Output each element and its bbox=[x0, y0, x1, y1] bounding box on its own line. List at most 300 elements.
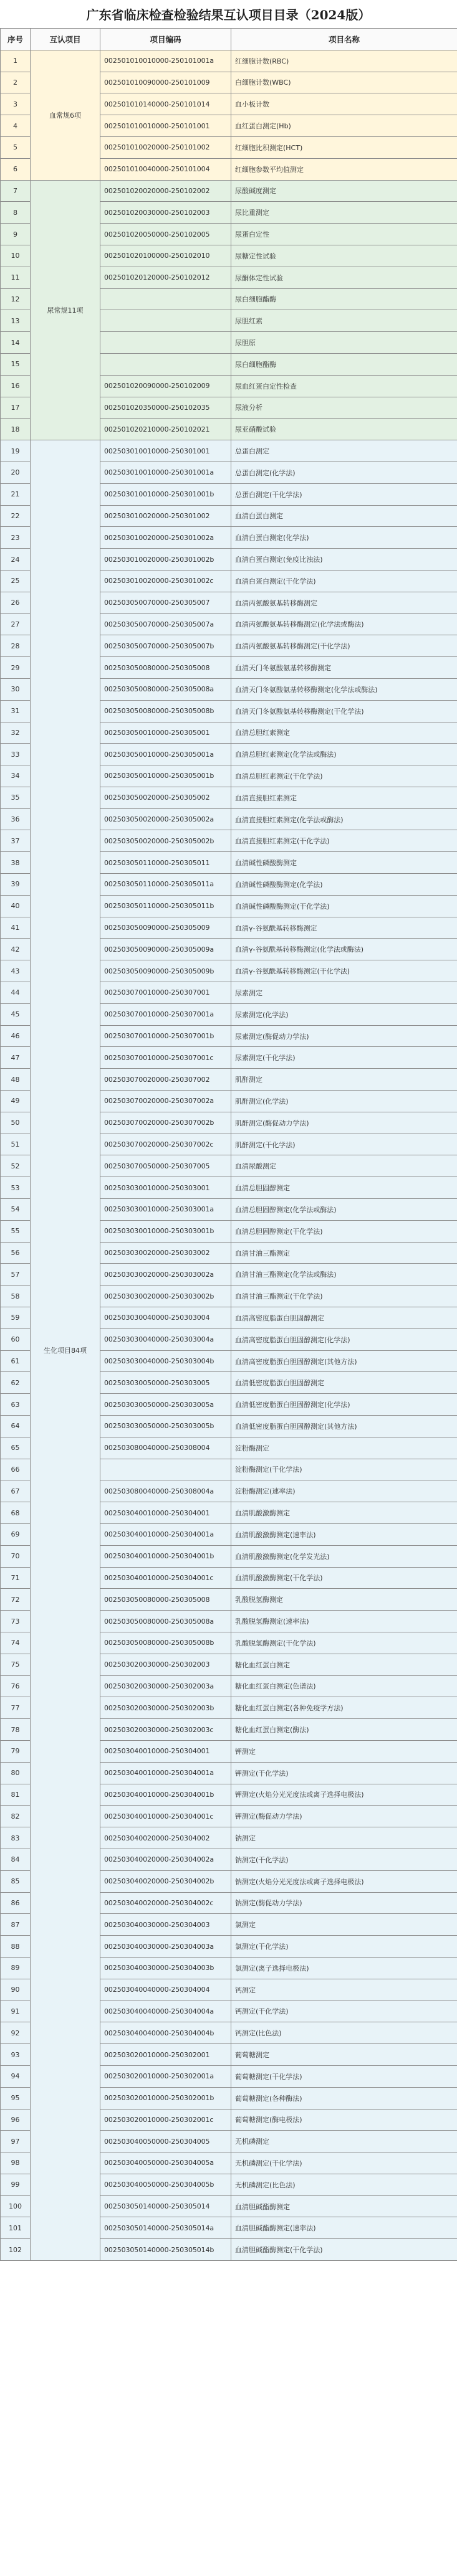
project-code: 002503010020000-250301002c bbox=[100, 570, 231, 592]
row-number: 30 bbox=[1, 678, 31, 700]
row-number: 38 bbox=[1, 852, 31, 874]
project-code: 002503040050000-250304005 bbox=[100, 2131, 231, 2152]
project-name: 糖化血红蛋白测定(色谱法) bbox=[231, 1675, 457, 1697]
row-number: 37 bbox=[1, 830, 31, 852]
project-code: 002503070010000-250307001b bbox=[100, 1025, 231, 1047]
row-number: 83 bbox=[1, 1827, 31, 1849]
project-code: 002503050020000-250305002a bbox=[100, 808, 231, 830]
project-code: 002503030010000-250303001b bbox=[100, 1220, 231, 1242]
project-name: 血清γ-谷氨酰基转移酶测定 bbox=[231, 917, 457, 939]
row-number: 87 bbox=[1, 1914, 31, 1936]
project-code: 002503050080000-250305008 bbox=[100, 657, 231, 679]
category-cell: 生化项目84项 bbox=[31, 440, 100, 2261]
row-number: 74 bbox=[1, 1632, 31, 1654]
row-number: 11 bbox=[1, 267, 31, 288]
project-code: 002503040040000-250304004 bbox=[100, 1979, 231, 2001]
project-name: 血清总胆红素测定(干化学法) bbox=[231, 765, 457, 787]
project-name: 尿胆原 bbox=[231, 332, 457, 354]
row-number: 50 bbox=[1, 1112, 31, 1134]
project-code: 002501020090000-250102009 bbox=[100, 375, 231, 397]
project-name: 血清白蛋白测定(免疫比浊法) bbox=[231, 549, 457, 571]
project-code: 002503030010000-250303001 bbox=[100, 1177, 231, 1199]
project-code: 002503050110000-250305011a bbox=[100, 874, 231, 896]
project-name: 钾测定(酶促动力学法) bbox=[231, 1806, 457, 1827]
project-name: 血清白蛋白测定(干化学法) bbox=[231, 570, 457, 592]
project-code: 002503010020000-250301002a bbox=[100, 527, 231, 549]
row-number: 9 bbox=[1, 224, 31, 245]
project-code: 002503020010000-250302001c bbox=[100, 2109, 231, 2131]
project-code: 002503070020000-250307002 bbox=[100, 1069, 231, 1091]
project-code: 002503070010000-250307001a bbox=[100, 1003, 231, 1025]
project-code: 002501020120000-250102012 bbox=[100, 267, 231, 288]
project-code: 002503050080000-250305008 bbox=[100, 1589, 231, 1611]
project-code: 002503070050000-250307005 bbox=[100, 1155, 231, 1177]
project-code: 002501010140000-250101014 bbox=[100, 93, 231, 115]
project-name: 血清胆碱酯酶测定(干化学法) bbox=[231, 2239, 457, 2261]
project-code: 002501020350000-250102035 bbox=[100, 397, 231, 419]
header-no: 序号 bbox=[1, 29, 31, 50]
project-name: 血清肌酸激酶测定(速率法) bbox=[231, 1523, 457, 1545]
project-name: 血清总胆红素测定 bbox=[231, 722, 457, 744]
row-number: 52 bbox=[1, 1155, 31, 1177]
row-number: 82 bbox=[1, 1806, 31, 1827]
project-name: 钠测定(干化学法) bbox=[231, 1849, 457, 1870]
project-name: 尿液分析 bbox=[231, 397, 457, 419]
project-code: 002503050080000-250305008b bbox=[100, 1632, 231, 1654]
row-number: 77 bbox=[1, 1697, 31, 1719]
project-name: 尿素测定 bbox=[231, 982, 457, 1004]
project-code: 002501020210000-250102021 bbox=[100, 419, 231, 440]
row-number: 69 bbox=[1, 1523, 31, 1545]
project-name: 尿比重测定 bbox=[231, 202, 457, 224]
project-name: 白细胞计数(WBC) bbox=[231, 72, 457, 93]
project-name: 钾测定(干化学法) bbox=[231, 1762, 457, 1784]
project-name: 肌酐测定(酶促动力学法) bbox=[231, 1112, 457, 1134]
project-name: 血清天门冬氨酸氨基转移酶测定(化学法或酶法) bbox=[231, 678, 457, 700]
project-name: 糖化血红蛋白测定(各种免疫学方法) bbox=[231, 1697, 457, 1719]
row-number: 85 bbox=[1, 1870, 31, 1892]
row-number: 98 bbox=[1, 2152, 31, 2174]
project-code: 002503050140000-250305014a bbox=[100, 2217, 231, 2239]
project-code: 002503040010000-250304001c bbox=[100, 1567, 231, 1589]
project-name: 总蛋白测定 bbox=[231, 440, 457, 462]
table-body bbox=[1, 50, 457, 2260]
project-code: 002503040020000-250304002c bbox=[100, 1892, 231, 1914]
project-name: 血清碱性磷酸酶测定(化学法) bbox=[231, 874, 457, 896]
project-name: 钙测定(比色法) bbox=[231, 2022, 457, 2044]
project-name: 血清尿酸测定 bbox=[231, 1155, 457, 1177]
project-code: 002503050110000-250305011b bbox=[100, 895, 231, 917]
row-number: 81 bbox=[1, 1784, 31, 1806]
project-name: 血清胆碱酯酶测定(速率法) bbox=[231, 2217, 457, 2239]
project-name: 血清总胆固醇测定 bbox=[231, 1177, 457, 1199]
row-number: 90 bbox=[1, 1979, 31, 2001]
project-name: 血清直接胆红素测定 bbox=[231, 787, 457, 808]
project-name: 尿蛋白定性 bbox=[231, 224, 457, 245]
row-number: 24 bbox=[1, 549, 31, 571]
project-code: 002503050010000-250305001b bbox=[100, 765, 231, 787]
project-code: 002503030040000-250303004a bbox=[100, 1328, 231, 1350]
project-name: 总蛋白测定(干化学法) bbox=[231, 483, 457, 505]
table-row bbox=[1, 50, 457, 72]
table-row bbox=[1, 180, 457, 202]
project-name: 尿素测定(化学法) bbox=[231, 1003, 457, 1025]
row-number: 6 bbox=[1, 158, 31, 180]
project-code bbox=[100, 353, 231, 375]
project-name: 血清高密度脂蛋白胆固醇测定(其他方法) bbox=[231, 1350, 457, 1372]
row-number: 42 bbox=[1, 939, 31, 960]
project-name: 血清丙氨酸氨基转移酶测定(干化学法) bbox=[231, 635, 457, 657]
project-name: 钠测定 bbox=[231, 1827, 457, 1849]
project-code: 002503050110000-250305011 bbox=[100, 852, 231, 874]
row-number: 16 bbox=[1, 375, 31, 397]
row-number: 67 bbox=[1, 1480, 31, 1502]
project-name: 总蛋白测定(化学法) bbox=[231, 462, 457, 483]
project-code: 002503030010000-250303001a bbox=[100, 1199, 231, 1221]
row-number: 26 bbox=[1, 592, 31, 613]
project-code: 002503030020000-250303002a bbox=[100, 1264, 231, 1286]
row-number: 86 bbox=[1, 1892, 31, 1914]
project-code: 002503070020000-250307002b bbox=[100, 1112, 231, 1134]
project-name: 尿胆红素 bbox=[231, 310, 457, 332]
project-name: 红细胞计数(RBC) bbox=[231, 50, 457, 72]
row-number: 25 bbox=[1, 570, 31, 592]
row-number: 22 bbox=[1, 505, 31, 527]
project-code: 002503010020000-250301002 bbox=[100, 505, 231, 527]
project-code: 002503030050000-250303005b bbox=[100, 1416, 231, 1437]
project-name: 钠测定(酶促动力学法) bbox=[231, 1892, 457, 1914]
project-code: 002503080040000-250308004 bbox=[100, 1437, 231, 1459]
project-name: 血清碱性磷酸酶测定 bbox=[231, 852, 457, 874]
header-name: 项目名称 bbox=[231, 29, 457, 50]
project-code: 002503040010000-250304001 bbox=[100, 1740, 231, 1762]
row-number: 88 bbox=[1, 1936, 31, 1958]
project-name: 肌酐测定 bbox=[231, 1069, 457, 1091]
project-code: 002503080040000-250308004a bbox=[100, 1480, 231, 1502]
project-name: 钙测定(干化学法) bbox=[231, 2001, 457, 2022]
project-code: 002501020050000-250102005 bbox=[100, 224, 231, 245]
row-number: 62 bbox=[1, 1372, 31, 1394]
project-name: 血清高密度脂蛋白胆固醇测定 bbox=[231, 1307, 457, 1329]
project-code: 002503020010000-250302001b bbox=[100, 2087, 231, 2109]
project-code: 002503070020000-250307002a bbox=[100, 1091, 231, 1112]
project-name: 尿酸碱度测定 bbox=[231, 180, 457, 202]
project-code: 002501020020000-250102002 bbox=[100, 180, 231, 202]
project-code: 002503040010000-250304001 bbox=[100, 1502, 231, 1524]
project-name: 钙测定 bbox=[231, 1979, 457, 2001]
project-code: 002503040040000-250304004a bbox=[100, 2001, 231, 2022]
row-number: 65 bbox=[1, 1437, 31, 1459]
row-number: 78 bbox=[1, 1719, 31, 1741]
project-code: 002503020010000-250302001 bbox=[100, 2044, 231, 2066]
project-name: 氯测定(干化学法) bbox=[231, 1936, 457, 1958]
project-code: 002503040010000-250304001b bbox=[100, 1545, 231, 1567]
project-name: 尿白细胞酯酶 bbox=[231, 353, 457, 375]
project-code: 002503050080000-250305008a bbox=[100, 678, 231, 700]
row-number: 32 bbox=[1, 722, 31, 744]
row-number: 34 bbox=[1, 765, 31, 787]
project-name: 尿亚硝酸试验 bbox=[231, 419, 457, 440]
project-code: 002501010010000-250101001a bbox=[100, 50, 231, 72]
row-number: 96 bbox=[1, 2109, 31, 2131]
row-number: 43 bbox=[1, 960, 31, 982]
header-code: 项目编码 bbox=[100, 29, 231, 50]
project-code: 002503020010000-250302001a bbox=[100, 2065, 231, 2087]
project-name: 无机磷测定 bbox=[231, 2131, 457, 2152]
row-number: 102 bbox=[1, 2239, 31, 2261]
project-name: 葡萄糖测定(酶电极法) bbox=[231, 2109, 457, 2131]
project-name: 血清总胆红素测定(化学法或酶法) bbox=[231, 744, 457, 765]
row-number: 21 bbox=[1, 483, 31, 505]
project-name: 血清总胆固醇测定(干化学法) bbox=[231, 1220, 457, 1242]
row-number: 5 bbox=[1, 136, 31, 158]
project-name: 血清γ-谷氨酰基转移酶测定(化学法或酶法) bbox=[231, 939, 457, 960]
project-name: 血清低密度脂蛋白胆固醇测定(其他方法) bbox=[231, 1416, 457, 1437]
project-name: 血清γ-谷氨酰基转移酶测定(干化学法) bbox=[231, 960, 457, 982]
row-number: 12 bbox=[1, 288, 31, 310]
project-name: 血清总胆固醇测定(化学法或酶法) bbox=[231, 1199, 457, 1221]
row-number: 35 bbox=[1, 787, 31, 808]
project-name: 血清低密度脂蛋白胆固醇测定(化学法) bbox=[231, 1394, 457, 1416]
project-code bbox=[100, 310, 231, 332]
project-name: 血清肌酸激酶测定 bbox=[231, 1502, 457, 1524]
project-code: 002503040030000-250304003a bbox=[100, 1936, 231, 1958]
project-code: 002503050140000-250305014 bbox=[100, 2195, 231, 2217]
page-title: 广东省临床检查检验结果互认项目目录（2024版） bbox=[0, 0, 457, 28]
project-code: 002503040040000-250304004b bbox=[100, 2022, 231, 2044]
row-number: 61 bbox=[1, 1350, 31, 1372]
row-number: 57 bbox=[1, 1264, 31, 1286]
project-name: 血清甘油三酯测定(干化学法) bbox=[231, 1286, 457, 1307]
row-number: 47 bbox=[1, 1047, 31, 1069]
project-code: 002503030050000-250303005a bbox=[100, 1394, 231, 1416]
project-code: 002503040010000-250304001c bbox=[100, 1806, 231, 1827]
project-code bbox=[100, 1459, 231, 1480]
project-name: 血清甘油三酯测定 bbox=[231, 1242, 457, 1264]
row-number: 15 bbox=[1, 353, 31, 375]
project-code: 002503070010000-250307001c bbox=[100, 1047, 231, 1069]
project-name: 尿血红蛋白定性检查 bbox=[231, 375, 457, 397]
row-number: 28 bbox=[1, 635, 31, 657]
table-header-row bbox=[1, 29, 457, 50]
project-code: 002503020030000-250302003a bbox=[100, 1675, 231, 1697]
row-number: 92 bbox=[1, 2022, 31, 2044]
row-number: 36 bbox=[1, 808, 31, 830]
project-code: 002503050070000-250305007a bbox=[100, 613, 231, 635]
row-number: 84 bbox=[1, 1849, 31, 1870]
row-number: 49 bbox=[1, 1091, 31, 1112]
project-code: 002503040030000-250304003b bbox=[100, 1957, 231, 1979]
project-name: 乳酸脱氢酶测定 bbox=[231, 1589, 457, 1611]
project-code: 002503040050000-250304005a bbox=[100, 2152, 231, 2174]
project-name: 血清碱性磷酸酶测定(干化学法) bbox=[231, 895, 457, 917]
row-number: 71 bbox=[1, 1567, 31, 1589]
project-name: 血清直接胆红素测定(干化学法) bbox=[231, 830, 457, 852]
project-code: 002503040010000-250304001a bbox=[100, 1762, 231, 1784]
row-number: 29 bbox=[1, 657, 31, 679]
project-code bbox=[100, 332, 231, 354]
project-code: 002503030040000-250303004 bbox=[100, 1307, 231, 1329]
category-cell: 尿常规11项 bbox=[31, 180, 100, 440]
project-code: 002503010010000-250301001a bbox=[100, 462, 231, 483]
row-number: 53 bbox=[1, 1177, 31, 1199]
project-name: 尿糖定性试验 bbox=[231, 245, 457, 267]
project-code: 002503020030000-250302003 bbox=[100, 1654, 231, 1675]
row-number: 20 bbox=[1, 462, 31, 483]
row-number: 48 bbox=[1, 1069, 31, 1091]
project-name: 葡萄糖测定(干化学法) bbox=[231, 2065, 457, 2087]
project-name: 糖化血红蛋白测定(酶法) bbox=[231, 1719, 457, 1741]
project-code: 002503050070000-250305007b bbox=[100, 635, 231, 657]
project-name: 血清肌酸激酶测定(干化学法) bbox=[231, 1567, 457, 1589]
row-number: 80 bbox=[1, 1762, 31, 1784]
row-number: 97 bbox=[1, 2131, 31, 2152]
project-table bbox=[0, 28, 457, 2261]
header-category: 互认项目 bbox=[31, 29, 100, 50]
project-name: 血清丙氨酸氨基转移酶测定 bbox=[231, 592, 457, 613]
project-name: 淀粉酶测定 bbox=[231, 1437, 457, 1459]
row-number: 95 bbox=[1, 2087, 31, 2109]
row-number: 58 bbox=[1, 1286, 31, 1307]
project-name: 血清胆碱酯酶测定 bbox=[231, 2195, 457, 2217]
row-number: 63 bbox=[1, 1394, 31, 1416]
project-code: 002503010010000-250301001 bbox=[100, 440, 231, 462]
project-code: 002501010040000-250101004 bbox=[100, 158, 231, 180]
category-cell: 血常规6项 bbox=[31, 50, 100, 180]
project-code: 002503050020000-250305002b bbox=[100, 830, 231, 852]
row-number: 27 bbox=[1, 613, 31, 635]
project-code: 002503040010000-250304001b bbox=[100, 1784, 231, 1806]
project-name: 肌酐测定(化学法) bbox=[231, 1091, 457, 1112]
project-name: 血清肌酸激酶测定(化学发光法) bbox=[231, 1545, 457, 1567]
project-name: 血红蛋白测定(Hb) bbox=[231, 115, 457, 137]
project-name: 氯测定(离子选择电极法) bbox=[231, 1957, 457, 1979]
project-name: 乳酸脱氢酶测定(干化学法) bbox=[231, 1632, 457, 1654]
row-number: 66 bbox=[1, 1459, 31, 1480]
project-name: 氯测定 bbox=[231, 1914, 457, 1936]
project-name: 钾测定(火焰分光光度法或离子选择电极法) bbox=[231, 1784, 457, 1806]
project-name: 肌酐测定(干化学法) bbox=[231, 1134, 457, 1155]
project-name: 尿素测定(酶促动力学法) bbox=[231, 1025, 457, 1047]
project-name: 淀粉酶测定(速率法) bbox=[231, 1480, 457, 1502]
row-number: 93 bbox=[1, 2044, 31, 2066]
row-number: 94 bbox=[1, 2065, 31, 2087]
project-code: 002503070010000-250307001 bbox=[100, 982, 231, 1004]
project-code: 002503040020000-250304002a bbox=[100, 1849, 231, 1870]
project-name: 血小板计数 bbox=[231, 93, 457, 115]
row-number: 1 bbox=[1, 50, 31, 72]
project-code: 002501020030000-250102003 bbox=[100, 202, 231, 224]
project-name: 血清甘油三酯测定(化学法或酶法) bbox=[231, 1264, 457, 1286]
project-code: 002503050140000-250305014b bbox=[100, 2239, 231, 2261]
row-number: 40 bbox=[1, 895, 31, 917]
row-number: 18 bbox=[1, 419, 31, 440]
project-code: 002501010090000-250101009 bbox=[100, 72, 231, 93]
project-code: 002503050090000-250305009b bbox=[100, 960, 231, 982]
row-number: 70 bbox=[1, 1545, 31, 1567]
row-number: 73 bbox=[1, 1611, 31, 1632]
row-number: 33 bbox=[1, 744, 31, 765]
project-name: 尿素测定(干化学法) bbox=[231, 1047, 457, 1069]
row-number: 99 bbox=[1, 2174, 31, 2195]
row-number: 75 bbox=[1, 1654, 31, 1675]
project-code: 002503050090000-250305009a bbox=[100, 939, 231, 960]
project-code: 002503040020000-250304002b bbox=[100, 1870, 231, 1892]
project-code: 002503030040000-250303004b bbox=[100, 1350, 231, 1372]
project-name: 无机磷测定(干化学法) bbox=[231, 2152, 457, 2174]
row-number: 13 bbox=[1, 310, 31, 332]
project-code: 002503050070000-250305007 bbox=[100, 592, 231, 613]
project-name: 葡萄糖测定(各种酶法) bbox=[231, 2087, 457, 2109]
row-number: 60 bbox=[1, 1328, 31, 1350]
project-name: 尿酮体定性试验 bbox=[231, 267, 457, 288]
project-name: 无机磷测定(比色法) bbox=[231, 2174, 457, 2195]
project-code: 002503020030000-250302003c bbox=[100, 1719, 231, 1741]
row-number: 89 bbox=[1, 1957, 31, 1979]
row-number: 4 bbox=[1, 115, 31, 137]
project-code: 002503030050000-250303005 bbox=[100, 1372, 231, 1394]
project-code: 002503040020000-250304002 bbox=[100, 1827, 231, 1849]
project-name: 淀粉酶测定(干化学法) bbox=[231, 1459, 457, 1480]
row-number: 101 bbox=[1, 2217, 31, 2239]
row-number: 31 bbox=[1, 700, 31, 722]
row-number: 91 bbox=[1, 2001, 31, 2022]
project-name: 尿白细胞酯酶 bbox=[231, 288, 457, 310]
table-row bbox=[1, 440, 457, 462]
project-code: 002501010010000-250101001 bbox=[100, 115, 231, 137]
row-number: 2 bbox=[1, 72, 31, 93]
project-name: 血清丙氨酸氨基转移酶测定(化学法或酶法) bbox=[231, 613, 457, 635]
project-code: 002503050020000-250305002 bbox=[100, 787, 231, 808]
row-number: 10 bbox=[1, 245, 31, 267]
row-number: 56 bbox=[1, 1242, 31, 1264]
project-code: 002503050080000-250305008a bbox=[100, 1611, 231, 1632]
row-number: 51 bbox=[1, 1134, 31, 1155]
project-name: 钠测定(火焰分光光度法或离子选择电极法) bbox=[231, 1870, 457, 1892]
project-name: 血清白蛋白测定(化学法) bbox=[231, 527, 457, 549]
project-name: 血清天门冬氨酸氨基转移酶测定(干化学法) bbox=[231, 700, 457, 722]
row-number: 45 bbox=[1, 1003, 31, 1025]
project-code: 002501020100000-250102010 bbox=[100, 245, 231, 267]
row-number: 41 bbox=[1, 917, 31, 939]
project-code: 002503030020000-250303002b bbox=[100, 1286, 231, 1307]
row-number: 3 bbox=[1, 93, 31, 115]
row-number: 72 bbox=[1, 1589, 31, 1611]
row-number: 59 bbox=[1, 1307, 31, 1329]
row-number: 68 bbox=[1, 1502, 31, 1524]
project-name: 血清天门冬氨酸氨基转移酶测定 bbox=[231, 657, 457, 679]
project-code: 002503050080000-250305008b bbox=[100, 700, 231, 722]
row-number: 17 bbox=[1, 397, 31, 419]
project-name: 血清高密度脂蛋白胆固醇测定(化学法) bbox=[231, 1328, 457, 1350]
project-code: 002501010020000-250101002 bbox=[100, 136, 231, 158]
project-name: 糖化血红蛋白测定 bbox=[231, 1654, 457, 1675]
project-code: 002503050090000-250305009 bbox=[100, 917, 231, 939]
project-code: 002503040050000-250304005b bbox=[100, 2174, 231, 2195]
row-number: 55 bbox=[1, 1220, 31, 1242]
project-code: 002503030020000-250303002 bbox=[100, 1242, 231, 1264]
row-number: 54 bbox=[1, 1199, 31, 1221]
project-code: 002503040030000-250304003 bbox=[100, 1914, 231, 1936]
project-code: 002503010010000-250301001b bbox=[100, 483, 231, 505]
row-number: 100 bbox=[1, 2195, 31, 2217]
row-number: 79 bbox=[1, 1740, 31, 1762]
project-code bbox=[100, 288, 231, 310]
row-number: 14 bbox=[1, 332, 31, 354]
project-code: 002503040010000-250304001a bbox=[100, 1523, 231, 1545]
project-name: 红细胞参数平均值测定 bbox=[231, 158, 457, 180]
project-code: 002503050010000-250305001 bbox=[100, 722, 231, 744]
